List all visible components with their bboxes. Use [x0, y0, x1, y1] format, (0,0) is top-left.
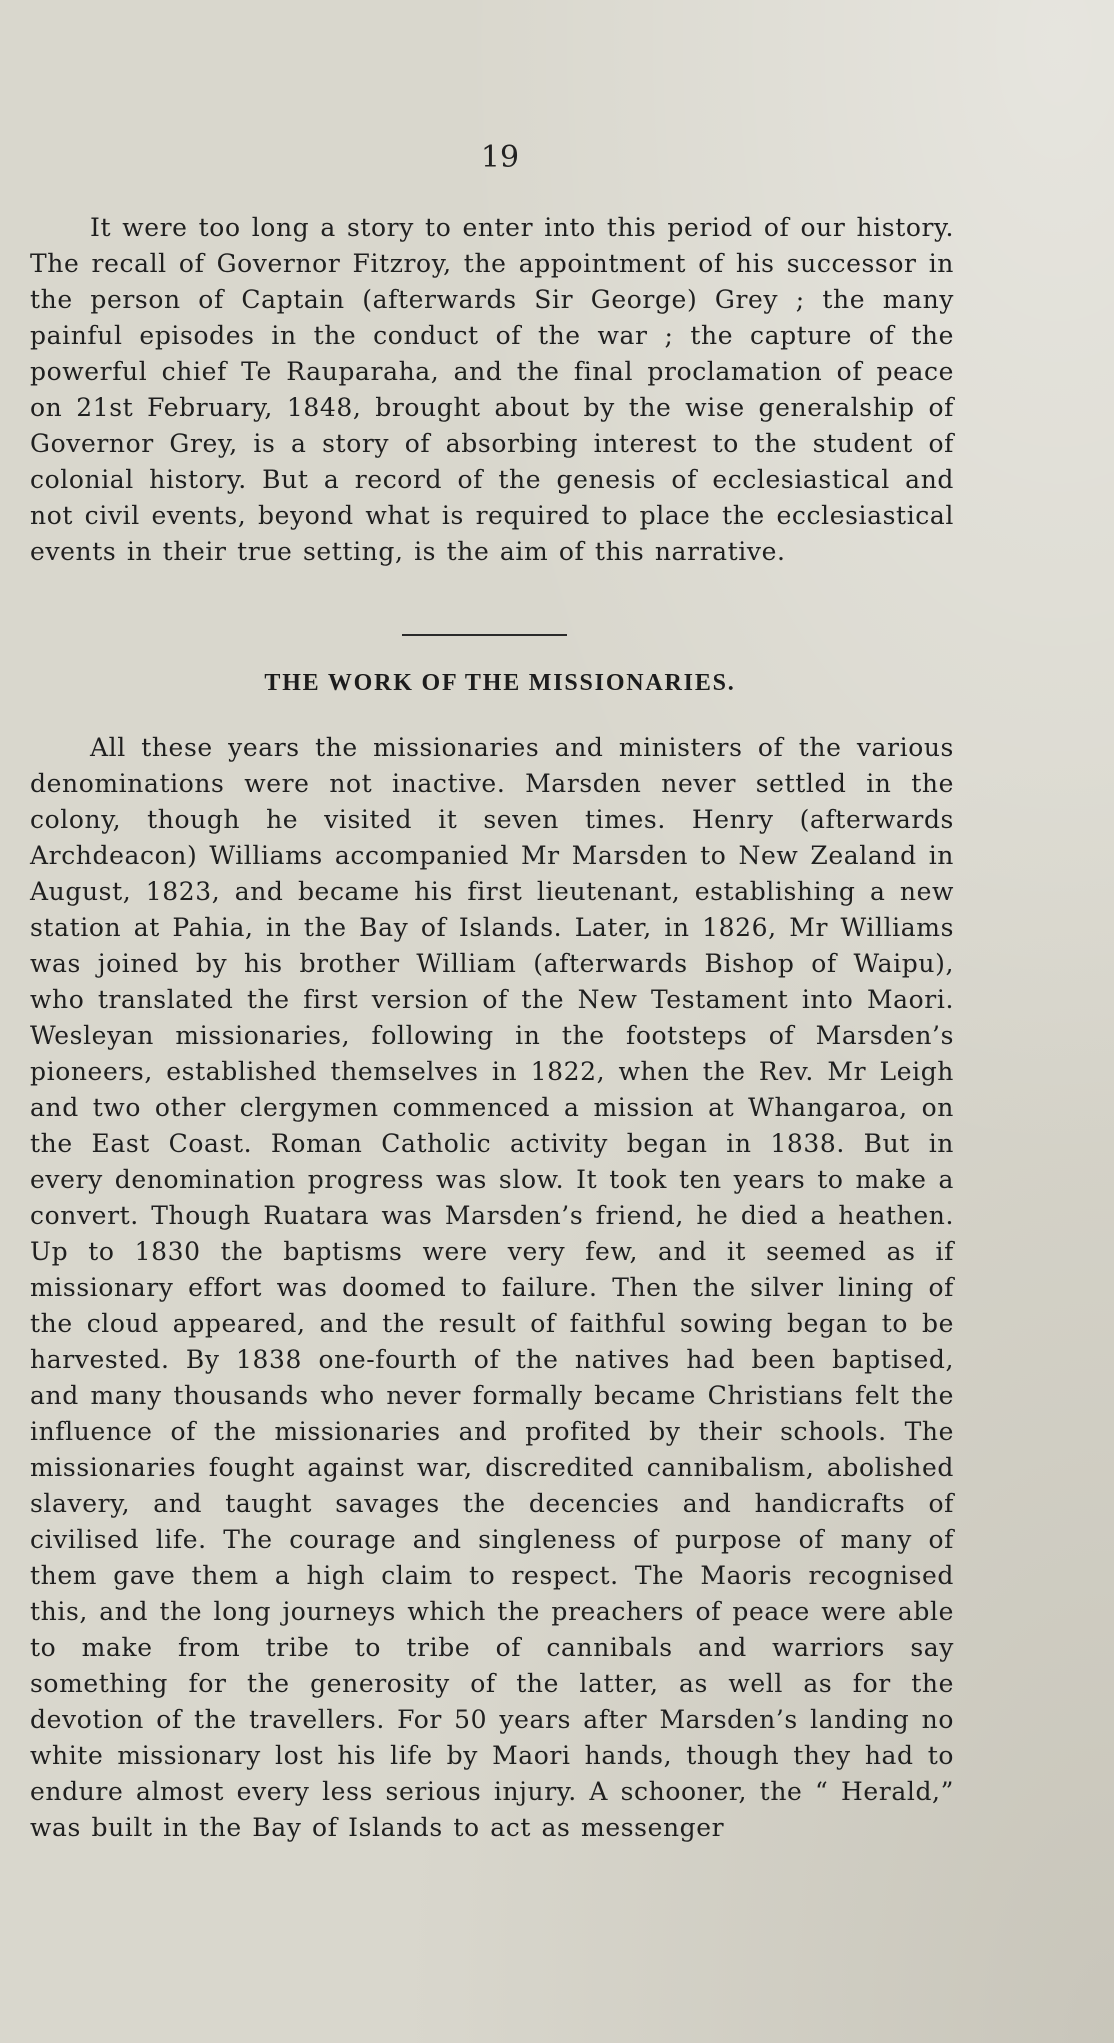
page-number: 19: [480, 140, 520, 175]
section-divider: [402, 634, 567, 636]
section-heading: THE WORK OF THE MISSIONARIES.: [264, 670, 736, 696]
paragraph-missionaries: All these years the missionaries and ministers of the various denominations were not inactive. Marsden never settled in the colony, though he visited it seven times. Henry (afterwards Archdeacon) Williams accompanied Mr Marsden to New Zealand in August, 1823, and became his first lieutenant, establishing a new station at Pahia, in the Bay of Islands. Later, in 1826, Mr Williams was joined by his brother William (afterwards Bishop of Waipu), who translated the first version of the New Testament into Maori. Wesleyan missionaries, following in the footsteps of Marsden’s pioneers, established themselves in 1822, when the Rev. Mr Leigh and two other clergymen commenced a mission at Whangaroa, on the East Coast. Roman Catholic activity began in 1838. But in every denomination progress was slow. It took ten years to make a convert. Though Ruatara was Marsden’s friend, he died a heathen. Up to 1830 the baptisms were very few, and it seemed as if missionary effort was doomed to failure. Then the silver lining of the cloud appeared, and the result of faithful sowing began to be harvested. By 1838 one-fourth of the natives had been baptised, and many thousands who never formally became Christians felt the influence of the missionaries and profited by their schools. The missionaries fought against war, discredited cannibalism, abolished slavery, and taught savages the decencies and handicrafts of civilised life. The courage and singleness of purpose of many of them gave them a high claim to respect. The Maoris recognised this, and the long journeys which the preachers of peace were able to make from tribe to tribe of cannibals and warriors say something for the generosity of the latter, as well as for the devotion of the travellers. For 50 years after Marsden’s landing no white missionary lost his life by Maori hands, though they had to endure almost every less serious injury. A schooner, the “ Herald,” was built in the Bay of Islands to act as messenger: [30, 733, 954, 1842]
paragraph-history: It were too long a story to enter into this period of our history. The recall of Governor Fitzroy, the appointment of his successor in the person of Captain (afterwards Sir George) Grey ; the many painful episodes in the conduct of the war ; the capture of the powerful chief Te Rauparaha, and the final proclamation of peace on 21st February, 1848, brought about by the wise generalship of Governor Grey, is a story of absorbing interest to the student of colonial history. But a record of the genesis of ecclesiastical and not civil events, beyond what is required to place the ecclesiastical events in their true setting, is the aim of this narrative.: [30, 213, 954, 566]
